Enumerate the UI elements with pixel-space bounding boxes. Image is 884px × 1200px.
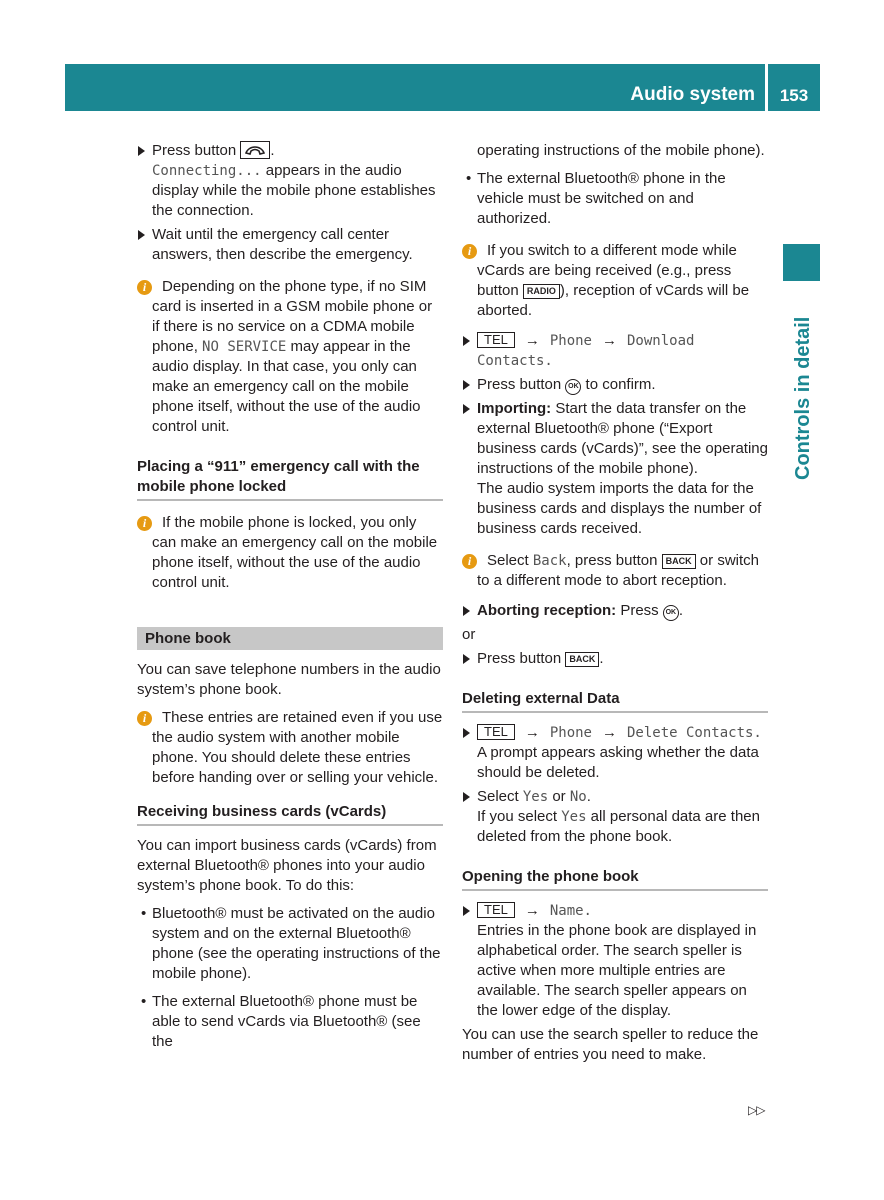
step-press-button: Press button . Connecting... appears in the audio display while the mobile phone establishes the connection. [137, 141, 443, 221]
info-note-retained: i These entries are retained even if you use the audio system with another mobile phone. You should delete these entries before handing over or selling your vehicle. [137, 708, 443, 788]
back-key: BACK [565, 652, 599, 667]
step-confirm: Press button OK to confirm. [462, 375, 768, 395]
phone-button-icon [240, 141, 270, 159]
back-key: BACK [662, 554, 696, 569]
section-title: Audio system [630, 84, 755, 105]
paragraph-phone-book: You can save telephone numbers in the audio system’s phone book. [137, 661, 441, 698]
continue-marker: ▷▷ [748, 1103, 765, 1117]
or-text: or [462, 626, 476, 643]
info-icon: i [462, 244, 477, 259]
step-importing: Importing: Start the data transfer on the external Bluetooth® phone (“Export business cards (vCards)”, see the operating instructions of the mobile phone). The audio system imports the data for the business cards and displays the number of business cards received. [462, 399, 768, 539]
tel-key: TEL [477, 724, 515, 740]
step-press-back: Press button BACK . [462, 649, 768, 669]
step-name: TEL → Name. Entries in the phone book are displayed in alphabetical order. The search speller is active when more multiple entries are available. The search speller appears on the lower edge of the display. [462, 901, 768, 1021]
side-tab-label: Controls in detail [792, 316, 814, 480]
bullet-bluetooth-activated: • Bluetooth® must be activated on the audio system and on the external Bluetooth® phone (see the operating instructions of the mobile phone). [137, 904, 443, 984]
left-column [137, 141, 443, 1060]
tel-key: TEL [477, 332, 515, 348]
info-note-locked: i If the mobile phone is locked, you only can make an emergency call on the mobile phone itself, without the use of the audio control unit. [137, 513, 443, 593]
tel-key: TEL [477, 902, 515, 918]
info-icon: i [137, 516, 152, 531]
step-delete-contacts: TEL → Phone → Delete Contacts. A prompt appears asking whether the data should be deleted. [462, 723, 768, 783]
bullet-send-vcards: • The external Bluetooth® phone must be able to send vCards via Bluetooth® (see the [137, 992, 443, 1052]
step-wait: Wait until the emergency call center answers, then describe the emergency. [137, 225, 443, 265]
page-number: 153 [768, 64, 820, 111]
info-note-switch-mode: i If you switch to a different mode while vCards are being received (e.g., press button RADIO ), reception of vCards will be aborted. [462, 241, 768, 321]
info-note-sim: i Depending on the phone type, if no SIM card is inserted in a GSM mobile phone or if there is no service on a CDMA mobile phone, NO SERVICE may appear in the audio display. In that case, you only can make an emergency call on the mobile phone itself, without the use of the audio control unit. [137, 277, 443, 437]
info-icon: i [462, 554, 477, 569]
heading-vcards: Receiving business cards (vCards) [137, 802, 443, 826]
right-column [462, 141, 768, 1073]
paragraph-search-speller: You can use the search speller to reduce the number of entries you need to make. [462, 1026, 759, 1063]
info-icon: i [137, 711, 152, 726]
radio-key: RADIO [523, 284, 560, 299]
continued-text: operating instructions of the mobile phone). [477, 142, 765, 159]
info-icon: i [137, 280, 152, 295]
ok-button-icon: OK [663, 605, 679, 621]
bullet-phone-authorized: • The external Bluetooth® phone in the vehicle must be switched on and authorized. [462, 169, 768, 229]
heading-phone-book: Phone book [137, 627, 443, 650]
ok-button-icon: OK [565, 379, 581, 395]
step-aborting: Aborting reception: Press OK . [462, 601, 768, 621]
step-select-yes-no: Select Yes or No. If you select Yes all personal data are then deleted from the phone book. [462, 787, 768, 847]
heading-open-phone-book: Opening the phone book [462, 867, 768, 891]
info-note-abort: i Select Back, press button BACK or switch to a different mode to abort reception. [462, 551, 768, 591]
paragraph-vcards: You can import business cards (vCards) from external Bluetooth® phones into your audio system’s phone book. To do this: [137, 837, 437, 894]
step-download-contacts: TEL → Phone → Download Contacts. [462, 331, 768, 371]
side-tab-marker [783, 244, 820, 281]
heading-delete-data: Deleting external Data [462, 689, 768, 713]
heading-911-locked: Placing a “911” emergency call with the mobile phone locked [137, 457, 443, 501]
